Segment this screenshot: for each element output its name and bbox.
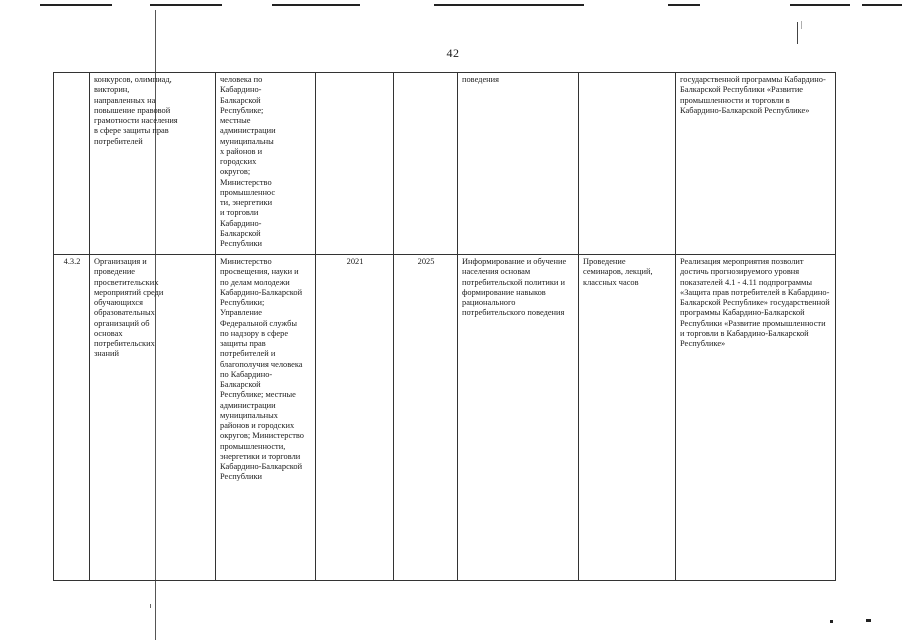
cell-main-directions xyxy=(579,73,676,255)
table-row xyxy=(54,73,836,255)
cell-end-year: 2025 xyxy=(394,255,458,581)
cell-expected-result: Информирование и обучение населения основам потребительской политики и формирование навыков рационального потребительского поведения xyxy=(458,255,579,581)
scan-artifact-top-6 xyxy=(790,4,850,6)
table-row xyxy=(54,255,836,581)
scan-artifact-bottom-dot-1 xyxy=(830,620,833,623)
measures-table xyxy=(53,72,836,581)
scan-artifact-top-3 xyxy=(272,4,360,6)
cell-measure-name: конкурсов, олимпиад, викторин, направленных на повышение правовой грамотности населения в сфере защиты прав потребителей xyxy=(90,73,216,255)
scan-artifact-bottom-dot-2 xyxy=(866,619,871,622)
cell-start-year: 2021 xyxy=(316,255,394,581)
cell-executors: Министерство просвещения, науки и по делам молодежи Кабардино-Балкарской Республики; Управление Федеральной службы по надзору в сфере защиты прав потребителей и благополучия человека по Кабардино-Балкарской Республике; местные администрации муниципальных районов и городских округов; Министерство промышленности, энергетики и торговли Кабардино-Балкарской Республики xyxy=(216,255,316,581)
cell-expected-result: поведения xyxy=(458,73,579,255)
cell-number xyxy=(54,73,90,255)
scan-artifact-right-glyph: | xyxy=(801,20,803,29)
cell-start-year xyxy=(316,73,394,255)
scan-artifact-top-5 xyxy=(668,4,700,6)
scan-artifact-top-7 xyxy=(862,4,902,6)
cell-executors: человека по Кабардино-Балкарской Республике; местные администрации муниципальных районов и городских округов; Министерство промышленности, энергетики и торговли Кабардино-Балкарской Республики xyxy=(216,73,316,255)
page-number: 42 xyxy=(446,46,460,60)
cell-end-year xyxy=(394,73,458,255)
scan-artifact-top-1 xyxy=(40,4,112,6)
cell-main-directions: Проведение семинаров, лекций, классных часов xyxy=(579,255,676,581)
scan-artifact-top-2 xyxy=(150,4,222,6)
cell-program-link: государственной программы Кабардино-Балкарской Республики «Развитие промышленности и торговли в Кабардино-Балкарской Республике» xyxy=(676,73,836,255)
scan-artifact-bottom-tick xyxy=(150,604,151,608)
cell-number: 4.3.2 xyxy=(54,255,90,581)
scan-artifact-right-mark xyxy=(797,22,798,44)
scan-artifact-top-4 xyxy=(434,4,584,6)
cell-program-link: Реализация мероприятия позволит достичь прогнозируемого уровня показателей 4.1 - 4.11 подпрограммы «Защита прав потребителей в Кабардино-Балкарской Республике» государственной программы Кабардино-Балкарской Республики «Развитие промышленности и торговли в Кабардино-Балкарской Республике» xyxy=(676,255,836,581)
cell-measure-name: Организация и проведение просветительских мероприятий среди обучающихся образовательных организаций об основах потребительских знаний xyxy=(90,255,216,581)
